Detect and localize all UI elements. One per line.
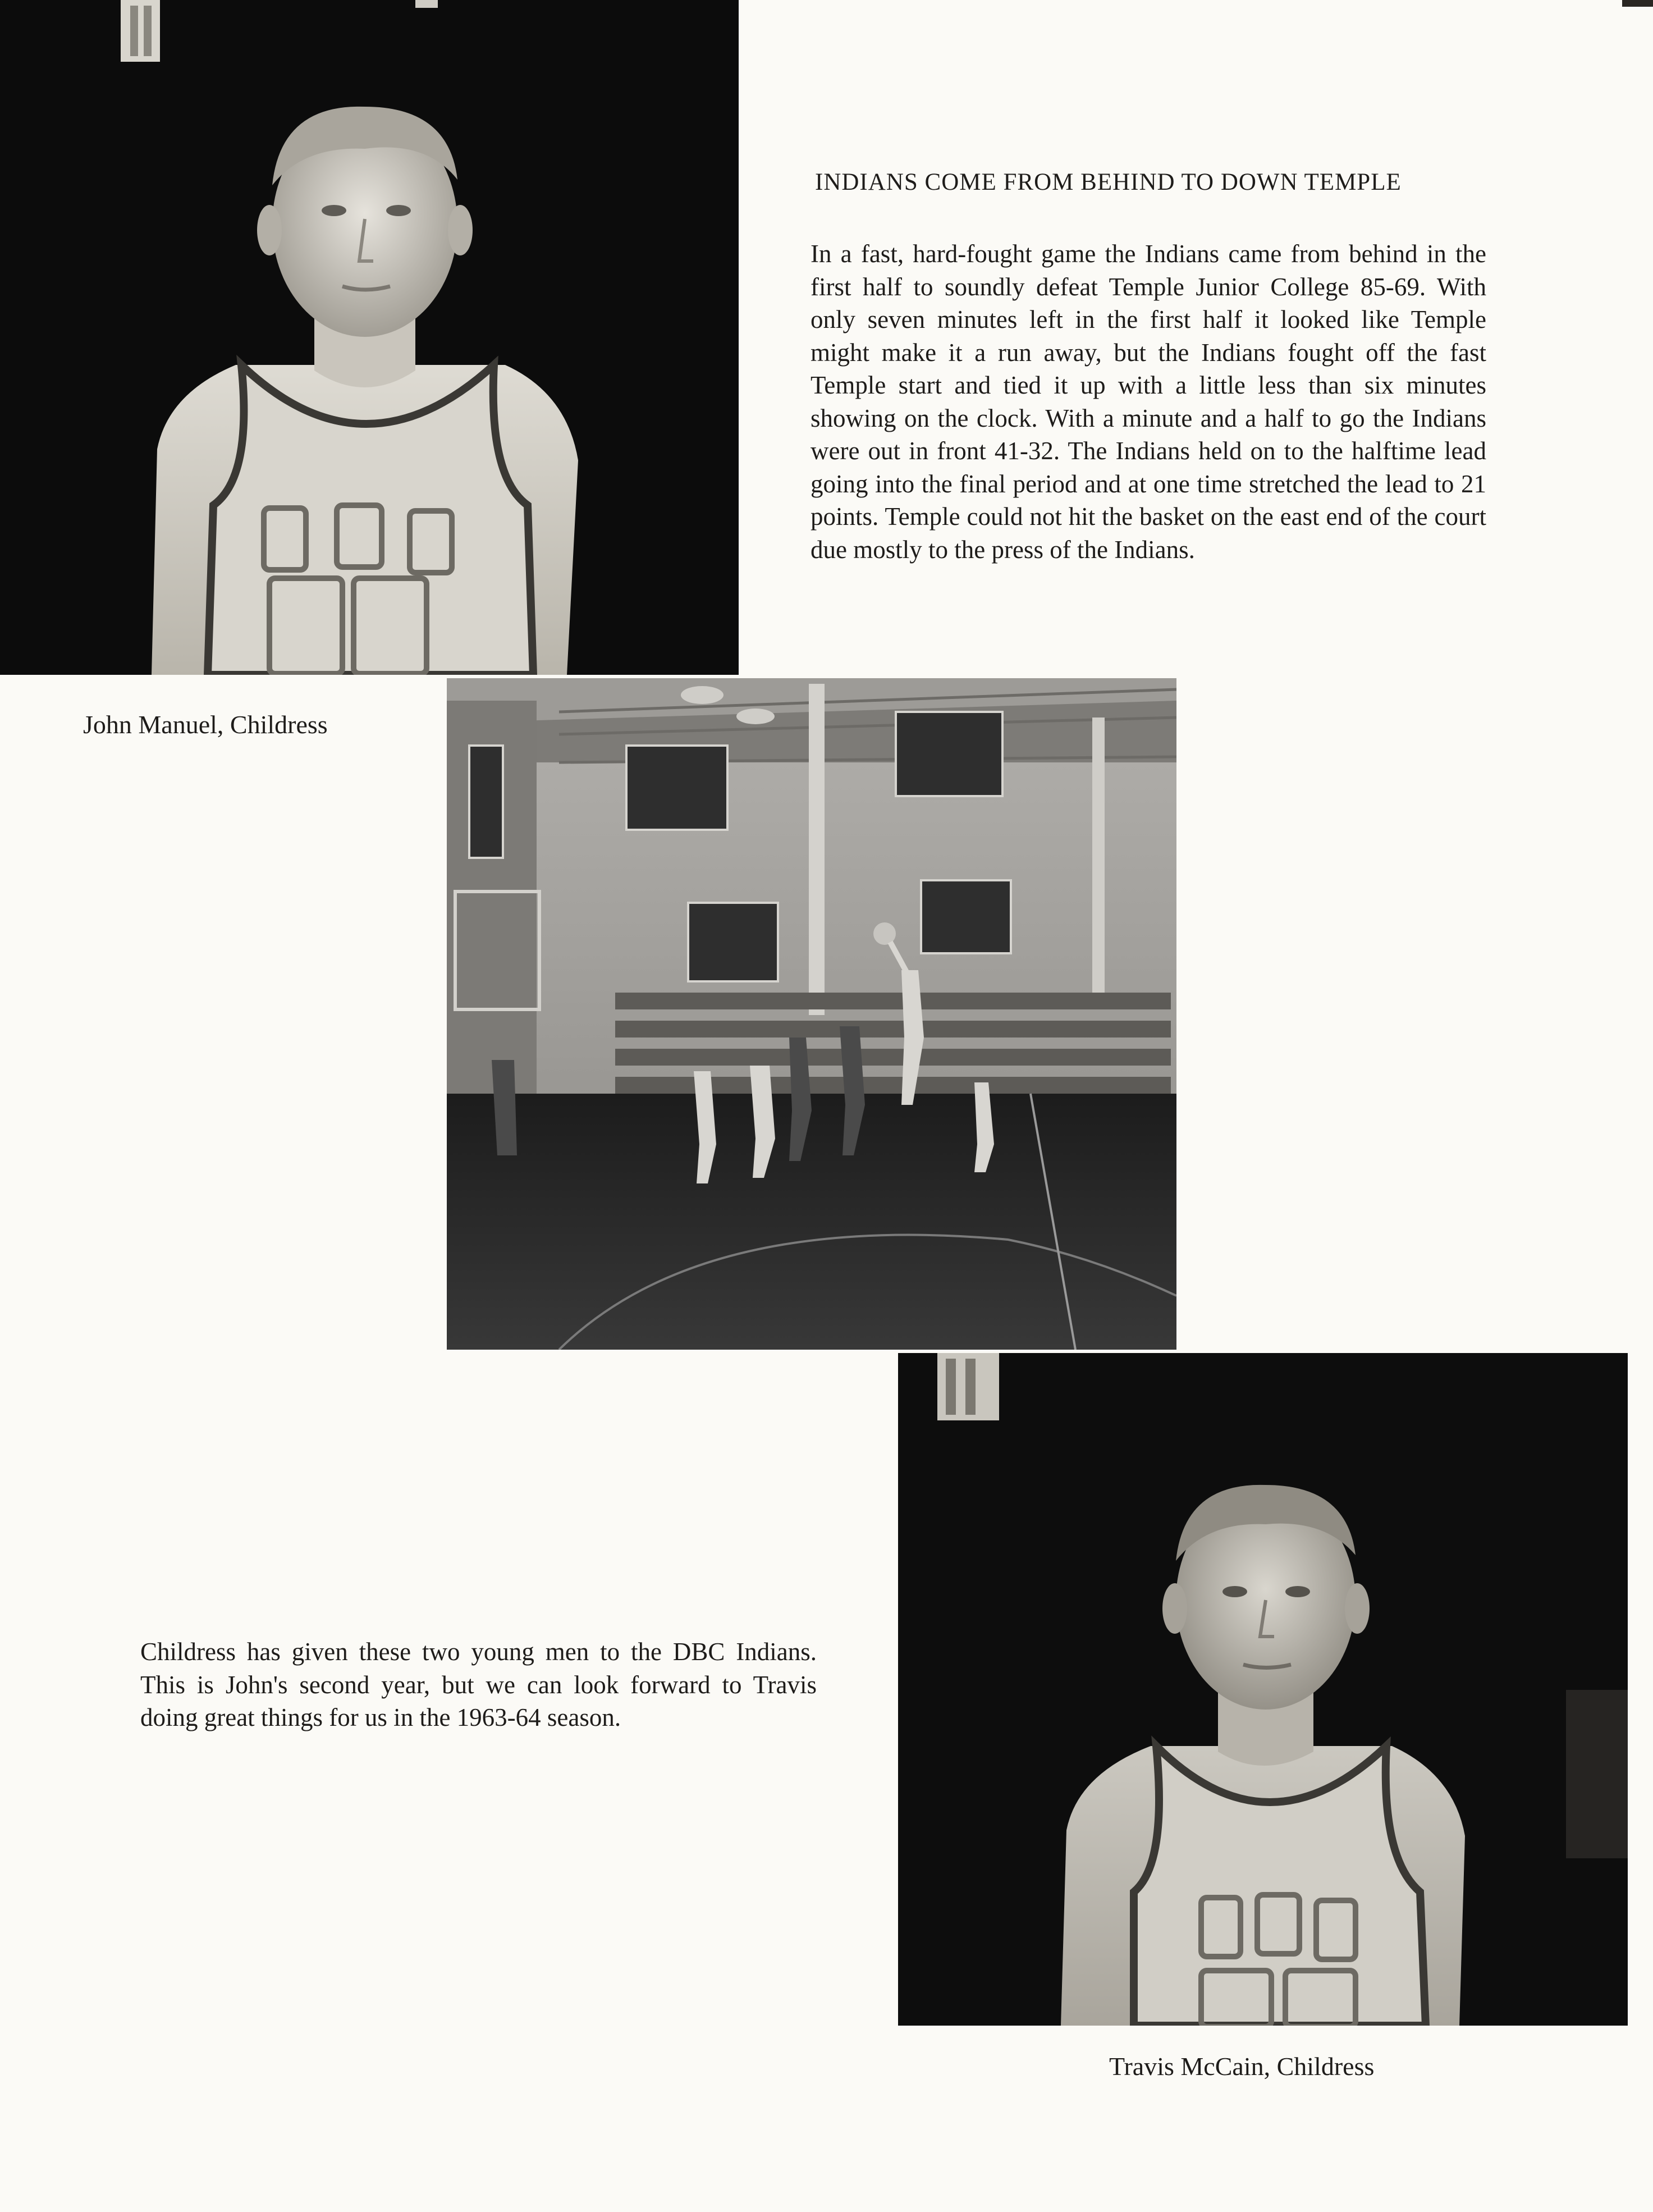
- article-headline: INDIANS COME FROM BEHIND TO DOWN TEMPLE: [815, 169, 1402, 195]
- bottom-paragraph: Childress has given these two young men to the DBC Indians. This is John's second year, but we can look forward to Travis doing great things for us in the 1963-64 season.: [140, 1638, 817, 1731]
- travis-mccain-photo: [898, 1353, 1628, 2026]
- travis-mccain-caption: Travis McCain, Childress: [1109, 2052, 1375, 2081]
- game-action-photo: [447, 678, 1176, 1350]
- john-manuel-photo: [0, 0, 739, 675]
- article-body: In a fast, hard-fought game the Indians came from behind in the first half to soundly defeat Temple Junior College 85-69. With only seven minutes left in the first half it looked like Temple might make it a run away, but the Indians fought off the fast Temple start and tied it up with a little less than six minutes showing on the clock. With a minute and a half to go the Indians were out in front 41-32. The Indians held on to the halftime lead going into the final period and at one time stretched the lead to 21 points. Temple could not hit the basket on the east end of the court due mostly to the press of the Indians.: [811, 240, 1486, 564]
- page-edge-shadow: [1622, 0, 1653, 7]
- john-manuel-caption: John Manuel, Childress: [83, 710, 328, 739]
